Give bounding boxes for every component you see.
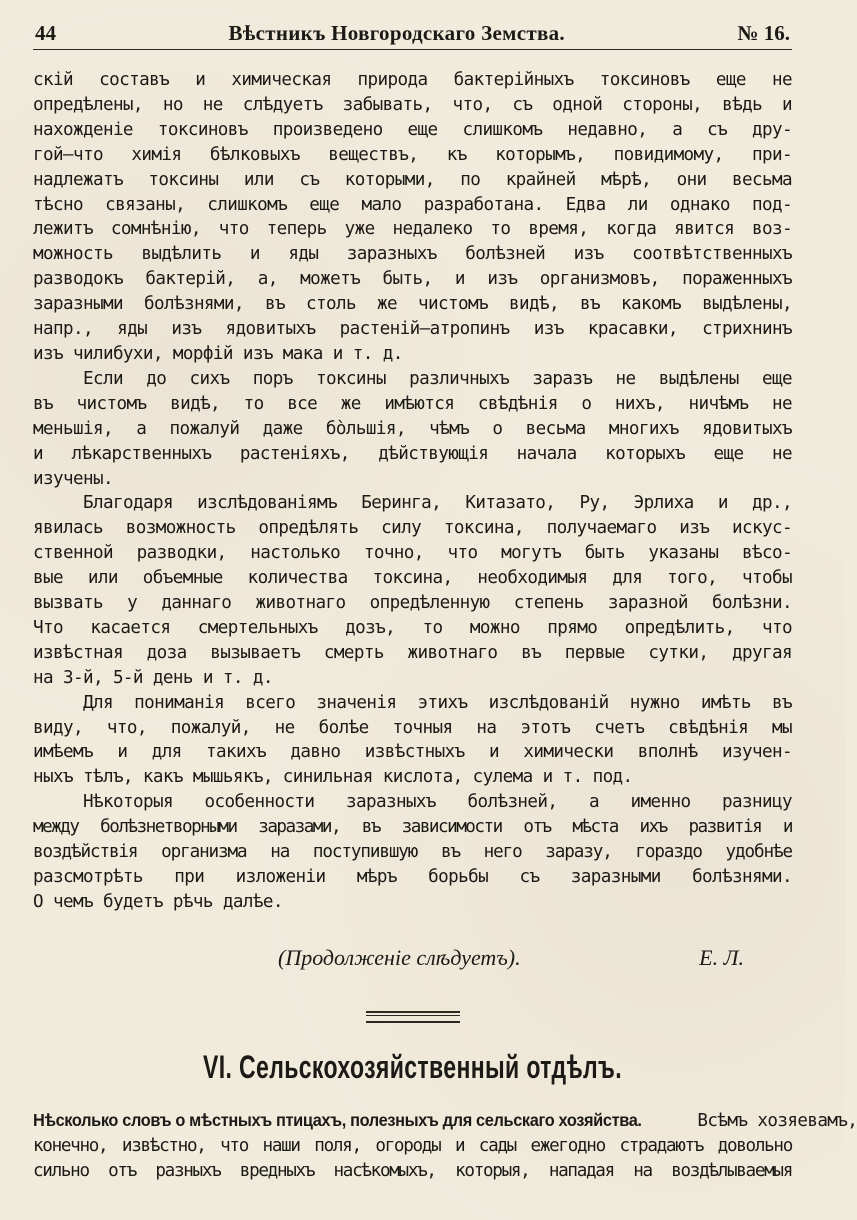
article-body: [33, 68, 792, 915]
text-line: скій составъ и химическая природа бактерійныхъ токсиновъ еще не: [33, 70, 792, 90]
issue-number: № 16.: [737, 21, 790, 45]
text-line: между болѣзнетворными заразами, въ зависимости отъ мѣста ихъ развитія и: [33, 817, 792, 838]
text-line: Что касается смертельныхъ дозъ, то можно прямо опредѣлить, что: [33, 617, 792, 638]
text-line: надлежатъ токсины или съ которыми, по крайней мѣрѣ, они весьма: [33, 169, 792, 190]
text-line: конечно, извѣстно, что наши поля, огороды и сады ежегодно страдаютъ довольно: [33, 1135, 792, 1156]
article-lead: Нѣсколько словъ о мѣстныхъ птицахъ, полезныхъ для сельскаго хозяйства.: [33, 1109, 642, 1130]
text-line: Для пониманія всего значенія этихъ изслѣдованій нужно имѣть въ: [83, 692, 792, 713]
text-line: тѣсно связаны, слишкомъ еще мало разработана. Едва ли однако под-: [33, 194, 792, 215]
text-line: напр., яды изъ ядовитыхъ растеній—атропинъ изъ красавки, стрихнинъ: [33, 319, 792, 340]
agriculture-article: [33, 1108, 857, 1184]
text-line: изучены.: [33, 468, 113, 489]
text-line: опредѣлены, но не слѣдуетъ забывать, что, съ одной стороны, вѣдь и: [33, 94, 792, 115]
text-line: Если до сихъ поръ токсины различныхъ заразъ не выдѣлены еще: [83, 368, 792, 389]
text-line: и лѣкарственныхъ растеніяхъ, дѣйствующія начала которыхъ еще не: [33, 443, 792, 464]
text-line: имѣемъ и для такихъ давно извѣстныхъ и химически вполнѣ изучен-: [33, 742, 792, 763]
section-title: VI. Сельскохозяйственный отдѣлъ.: [203, 1048, 622, 1085]
text-line: заразными болѣзнями, въ столь же чистомъ видѣ, въ какомъ выдѣлены,: [33, 294, 792, 315]
text-line: разсмотрѣть при изложеніи мѣръ борьбы съ заразными болѣзнями.: [33, 867, 792, 887]
article-first-line-rest: Всѣмъ хозяевамъ,: [697, 1110, 857, 1131]
running-head: [33, 20, 792, 50]
author-initials: Е. Л.: [699, 944, 744, 970]
text-line: въ чистомъ видѣ, то все же имѣются свѣдѣнія о нихъ, ничѣмъ не: [33, 393, 792, 414]
text-line: меньшія, а пожалуй даже бо̀льшія, чѣмъ о весьма многихъ ядовитыхъ: [33, 418, 792, 439]
text-line: ственной разводки, настолько точно, что могутъ быть указаны вѣсо-: [33, 543, 792, 564]
text-line: Нѣкоторыя особенности заразныхъ болѣзней, а именно разницу: [83, 792, 792, 813]
text-line: явилась возможность опредѣлять силу токсина, получаемаго изъ искус-: [33, 518, 792, 539]
text-line: на 3-й, 5-й день и т. д.: [33, 667, 273, 688]
continuation-row: [33, 945, 792, 971]
text-line: сильно отъ разныхъ вредныхъ насѣкомыхъ, которыя, нападая на воздѣлываемыя: [33, 1160, 792, 1181]
text-line: ныхъ тѣлъ, какъ мышьякъ, синильная кислота, сулема и т. под.: [33, 767, 633, 788]
text-line: нахожденіе токсиновъ произведено еще слишкомъ недавно, а съ дру-: [33, 119, 792, 140]
text-line: можность выдѣлить и яды заразныхъ болѣзней изъ соотвѣтственныхъ: [33, 244, 792, 265]
text-line: разводокъ бактерій, а, можетъ быть, и изъ организмовъ, пораженныхъ: [33, 269, 792, 290]
section-divider: [366, 1011, 460, 1023]
text-line: вызвать у даннаго животнаго опредѣленную степень заразной болѣзни.: [33, 593, 792, 614]
text-line: извѣстная доза вызываетъ смерть животнаго въ первые сутки, другая: [33, 642, 792, 663]
text-line: О чемъ будетъ рѣчь далѣе.: [33, 891, 283, 912]
continued-note: (Продолженіе слѣдуетъ).: [278, 944, 521, 970]
text-line: воздѣйствія организма на поступившую въ него заразу, гораздо удобнѣе: [33, 842, 792, 863]
text-line: вые или объемные количества токсина, необходимыя для того, чтобы: [33, 568, 792, 589]
text-line: изъ чилибухи, морфій изъ мака и т. д.: [33, 343, 403, 364]
text-line: гой—что химія бѣлковыхъ веществъ, къ которымъ, повидимому, при-: [33, 144, 792, 165]
page-number: 44: [35, 21, 56, 45]
text-line: лежитъ сомнѣнію, что теперь уже недалеко то время, когда явится воз-: [33, 219, 792, 240]
journal-title: Вѣстникъ Новгородскаго Земства.: [228, 21, 565, 45]
text-line: Благодаря изслѣдованіямъ Беринга, Китазато, Ру, Эрлиха и др.,: [83, 493, 792, 514]
text-line: виду, что, пожалуй, не болѣе точныя на этотъ счетъ свѣдѣнія мы: [33, 717, 792, 738]
article-first-line: [33, 1108, 857, 1134]
